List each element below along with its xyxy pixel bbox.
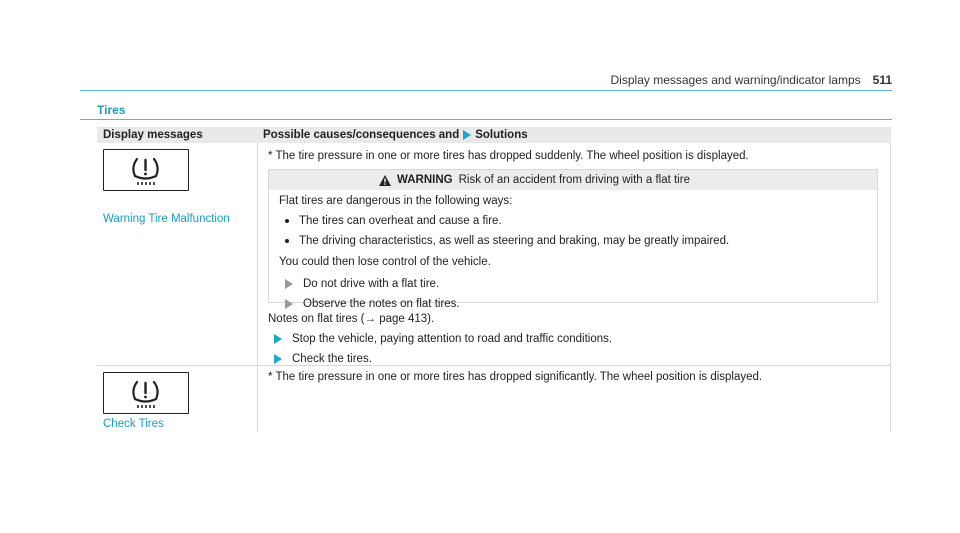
solution-step xyxy=(274,353,372,365)
col-causes-solutions xyxy=(257,129,891,141)
warning-box xyxy=(268,169,878,310)
tire-pressure-check-lamp-icon xyxy=(103,372,189,414)
header-title: Display messages and warning/indicator lamps xyxy=(610,73,861,87)
step-arrow-icon xyxy=(274,354,282,364)
warning-triangle-icon xyxy=(379,175,391,186)
bullet-text: The driving characteristics, as well as steering and braking, may be greatly impaired. xyxy=(299,235,730,247)
table-row xyxy=(97,365,891,432)
page-header xyxy=(611,73,892,87)
warning-title: WARNING xyxy=(397,174,453,186)
warning-header xyxy=(269,170,877,190)
tire-pressure-icon xyxy=(104,150,187,189)
list-item xyxy=(285,215,502,227)
arrow-right-icon xyxy=(463,130,471,140)
bullet-icon xyxy=(285,239,289,243)
warning-step xyxy=(285,278,439,290)
col-display-messages: Display messages xyxy=(103,129,203,141)
section-rule xyxy=(80,119,892,120)
notes-reference: Notes on flat tires (→ page 413). xyxy=(268,313,435,325)
tire-pressure-icon xyxy=(104,373,187,412)
page-number: 511 xyxy=(872,73,892,87)
step-text: Check the tires. xyxy=(292,353,372,365)
section-title: Tires xyxy=(97,103,126,117)
messages-table xyxy=(97,127,891,432)
step-text: Observe the notes on flat tires. xyxy=(303,298,460,310)
list-item xyxy=(285,235,729,247)
step-arrow-icon xyxy=(274,334,282,344)
cause-text: * The tire pressure in one or more tires has dropped suddenly. The wheel position is displayed. xyxy=(268,150,749,162)
col-solutions: Solutions xyxy=(475,129,528,141)
lamp-label-check-tires: Check Tires xyxy=(103,418,164,430)
display-message-cell xyxy=(97,366,257,432)
col-causes: Possible causes/consequences and xyxy=(263,129,460,141)
step-arrow-icon xyxy=(285,299,293,309)
step-arrow-icon xyxy=(285,279,293,289)
step-text: Do not drive with a flat tire. xyxy=(303,278,440,290)
causes-solutions-cell xyxy=(257,366,891,432)
bullet-text: The tires can overheat and cause a fire. xyxy=(299,215,502,227)
tire-pressure-warning-lamp-icon xyxy=(103,149,189,191)
bullet-icon xyxy=(285,219,289,223)
cause-text: * The tire pressure in one or more tires has dropped significantly. The wheel position is displayed. xyxy=(268,371,763,383)
display-message-cell xyxy=(97,143,257,365)
solution-step xyxy=(274,333,612,345)
warning-step xyxy=(285,298,460,310)
warning-consequence: You could then lose control of the vehicle. xyxy=(279,256,491,268)
table-row xyxy=(97,143,891,365)
causes-solutions-cell xyxy=(257,143,891,365)
lamp-label-warning-tire-malfunction: Warning Tire Malfunction xyxy=(103,213,230,225)
warning-intro: Flat tires are dangerous in the following ways: xyxy=(279,195,513,207)
step-text: Stop the vehicle, paying attention to road and traffic conditions. xyxy=(292,333,613,345)
header-rule xyxy=(80,90,892,91)
table-header xyxy=(97,127,891,143)
warning-text: Risk of an accident from driving with a flat tire xyxy=(458,174,690,186)
